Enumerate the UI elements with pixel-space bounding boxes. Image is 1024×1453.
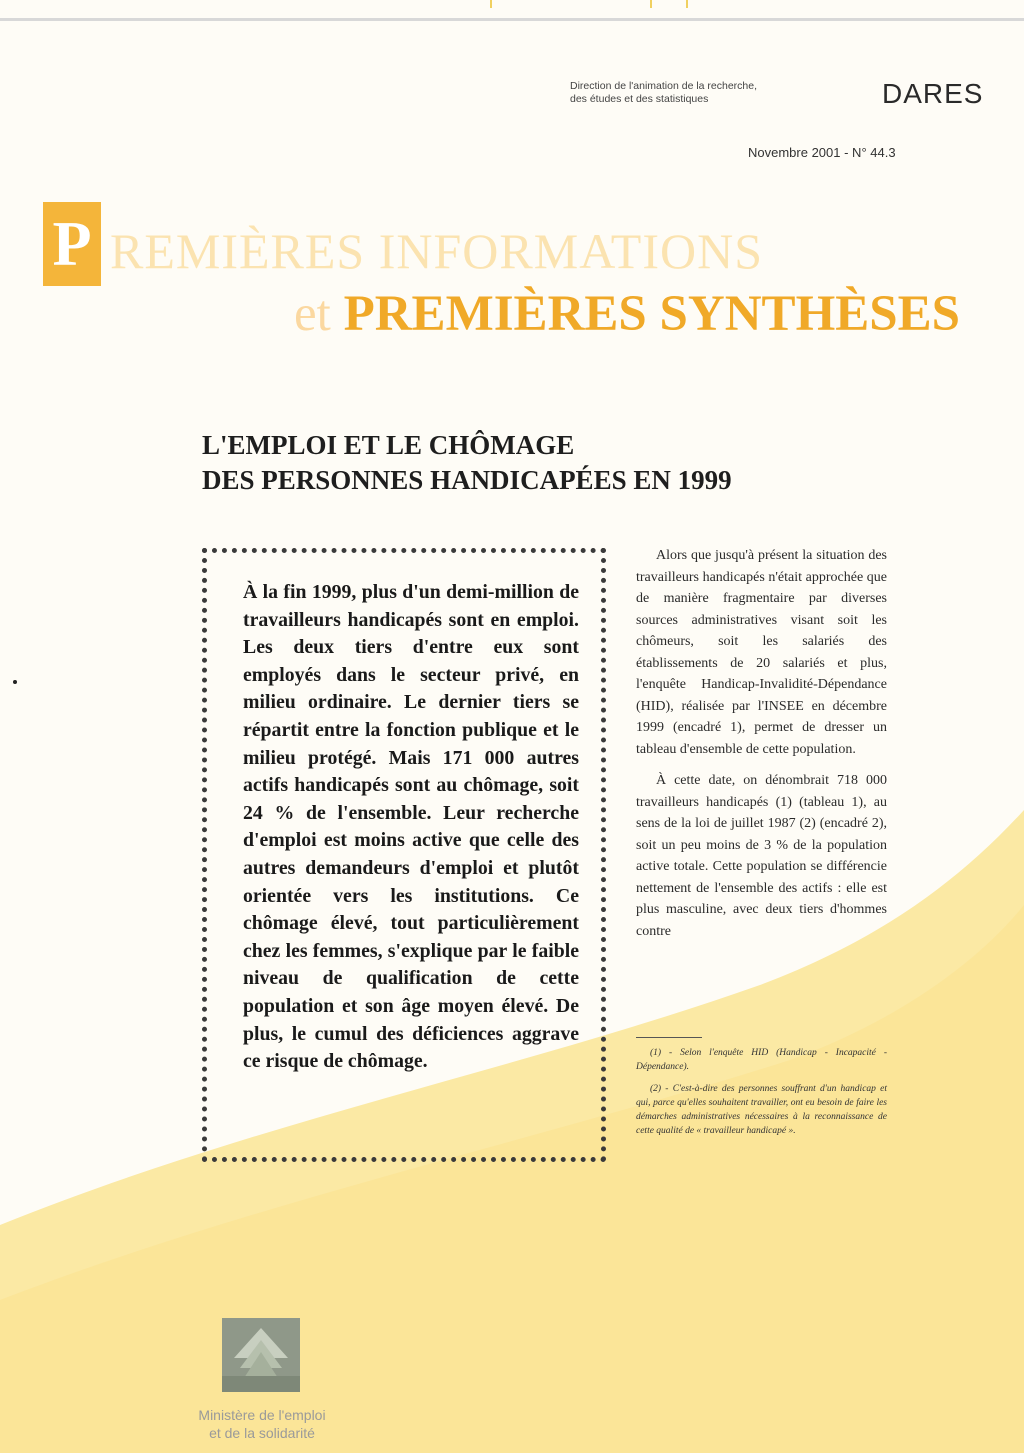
ministry-line2: et de la solidarité <box>209 1425 315 1441</box>
masthead-line1: REMIÈRES INFORMATIONS <box>110 223 764 279</box>
masthead-initial-box <box>43 202 101 286</box>
masthead-line2 <box>294 285 960 343</box>
body-paragraph-1: Alors que jusqu'à présent la situation des travailleurs handicapés n'était approchée que de manière fragmentaire par diverses sources administratives visant soit les chômeurs, soit les salariés des établissements de 20 salariés et plus, l'enquête Handicap-Invalidité-Dépendance (HID), réalisée par l'INSEE en décembre 1999 (encadré 1), permet de dresser un tableau d'ensemble de cette population. <box>636 548 887 757</box>
article-title-line2: DES PERSONNES HANDICAPÉES EN 1999 <box>202 465 732 495</box>
footnote-2: (2) - C'est-à-dire des personnes souffrant d'un handicap et qui, parce qu'elles souhaitent travailler, ont eu besoin de faire les démarches administratives nécessaires à la reconnaissance de cette qualité de « travailleur handicapé ». <box>636 1084 887 1136</box>
dares-subtitle-line1: Direction de l'animation de la recherche, <box>570 80 758 92</box>
margin-mark <box>13 680 17 684</box>
dares-subtitle-line2: des études et des statistiques <box>570 93 709 105</box>
summary-box <box>202 548 606 1162</box>
masthead-line2-text: PREMIÈRES SYNTHÈSES <box>343 286 960 342</box>
body-paragraph-2: À cette date, on dénombrait 718 000 travailleurs handicapés (1) (tableau 1), au sens de la loi de juillet 1987 (2) (encadré 2), soit un peu moins de 3 % de la population active totale. Cette population se différencie nettement de l'ensemble des actifs : elle est plus masculine, avec deux tiers d'hommes contre <box>636 773 887 939</box>
article-title <box>202 428 732 498</box>
ministry-logo-icon <box>222 1318 300 1392</box>
dares-logo-text: DARES <box>882 78 984 109</box>
body-column <box>636 545 887 952</box>
footnote-divider <box>636 1037 702 1038</box>
summary-text: À la fin 1999, plus d'un demi-million de travailleurs handicapés sont en emploi. Les deux tiers d'entre eux sont employés dans le secteur privé, en milieu ordinaire. Le dernier tiers se répartit entre la fonction publique et le milieu protégé. Mais 171 000 autres actifs handicapés sont au chômage, soit 24 % de l'ensemble. Leur recherche d'emploi est moins active que celle des autres demandeurs d'emploi et plutôt orientée vers les institutions. Ce chômage élevé, tout particulièrement chez les femmes, s'explique par le faible niveau de qualification de cette population et son âge moyen élevé. De plus, le cumul des déficiences aggrave ce risque de chômage. <box>243 581 579 1073</box>
footnotes <box>636 1046 887 1146</box>
footnote-1: (1) - Selon l'enquête HID (Handicap - Incapacité - Dépendance). <box>636 1048 887 1072</box>
issue-date: Novembre 2001 - N° 44.3 <box>748 145 896 160</box>
dares-subtitle <box>570 80 757 106</box>
masthead-et: et <box>294 286 331 342</box>
masthead-initial: P <box>52 208 92 279</box>
ministry-line1: Ministère de l'emploi <box>198 1407 326 1423</box>
ministry-name <box>170 1406 354 1442</box>
article-title-line1: L'EMPLOI ET LE CHÔMAGE <box>202 430 575 460</box>
